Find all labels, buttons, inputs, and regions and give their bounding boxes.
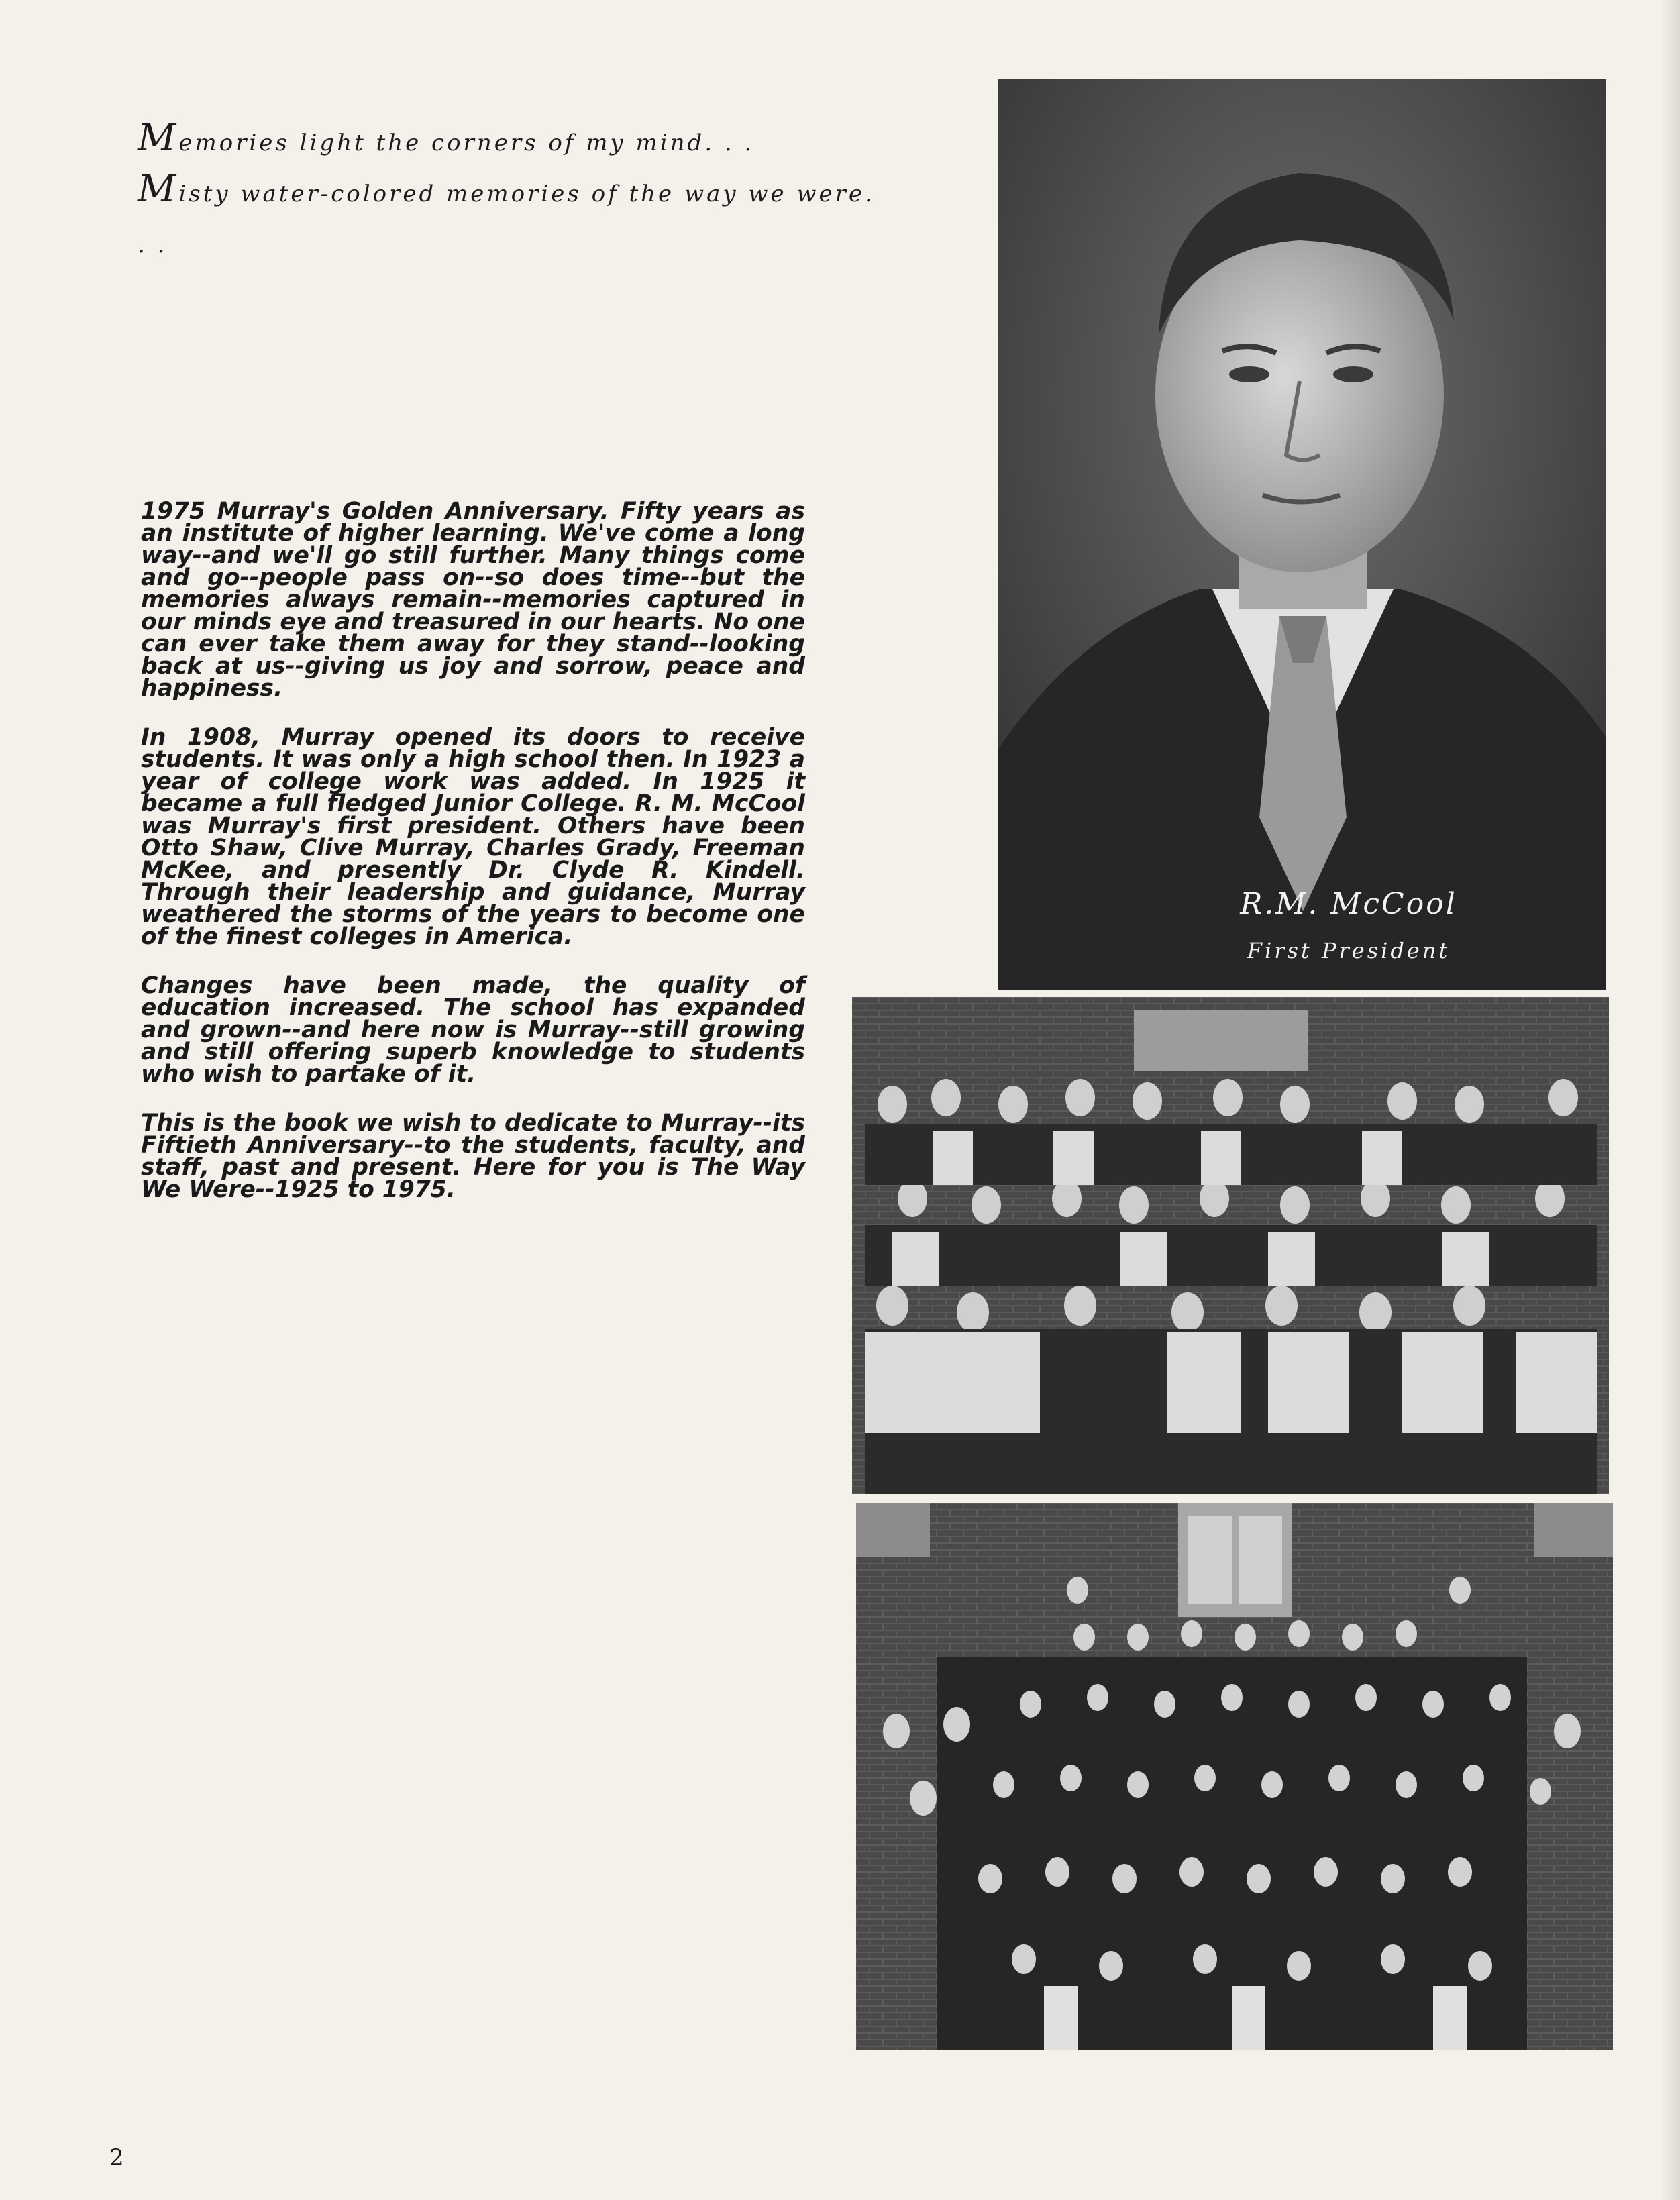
epigraph-line-2: Misty water-colored memories of the way we were. . . xyxy=(138,167,875,258)
dedication-text xyxy=(141,498,805,1228)
class-photo-group-image xyxy=(852,997,1609,1494)
paragraph-changes: Changes have been made, the quality of education increased. The school has expanded and grown--and here now is Murray--still growing and still offering superb knowledge to students who wish to partake of it. xyxy=(141,972,805,1088)
class-photo-group xyxy=(852,997,1609,1494)
paragraph-anniversary: 1975 Murray's Golden Anniversary. Fifty years as an institute of higher learning. We've come a long way--and we'll go still further. Many things come and go--people pass on--so does time--but the memories always remain--memories captured in our minds eye and treasured in our hearts. No one can ever take them away for they stand--looking back at us--giving us joy and sorrow, peace and happiness. xyxy=(141,498,805,702)
page-number: 2 xyxy=(109,2144,124,2171)
portrait-caption-name: R.M. McCool xyxy=(1240,887,1457,921)
paragraph-dedication: This is the book we wish to dedicate to Murray--its Fiftieth Anniversary--to the students, faculty, and staff, past and present. Here for you is The Way We Were--1925 to 1975. xyxy=(141,1110,805,1203)
class-photo-steps-image xyxy=(856,1503,1613,2050)
paragraph-history: In 1908, Murray opened its doors to receive students. It was only a high school then. In 1923 a year of college work was added. In 1925 it became a full fledged Junior College. R. M. McCool was Murray's first president. Others have been Otto Shaw, Clive Murray, Charles Grady, Freeman McKee, and presently Dr. Clyde R. Kindell. Through their leadership and guidance, Murray weathered the storms of the years to become one of the finest colleges in America. xyxy=(141,724,805,950)
portrait-photo xyxy=(998,79,1606,990)
class-photo-steps xyxy=(856,1503,1613,2050)
page-edge-shadow xyxy=(1660,0,1680,2200)
portrait-image xyxy=(998,79,1606,990)
epigraph xyxy=(138,113,889,258)
portrait-caption-title: First President xyxy=(1247,938,1451,963)
epigraph-line-1: Memories light the corners of my mind. . . xyxy=(138,116,755,160)
